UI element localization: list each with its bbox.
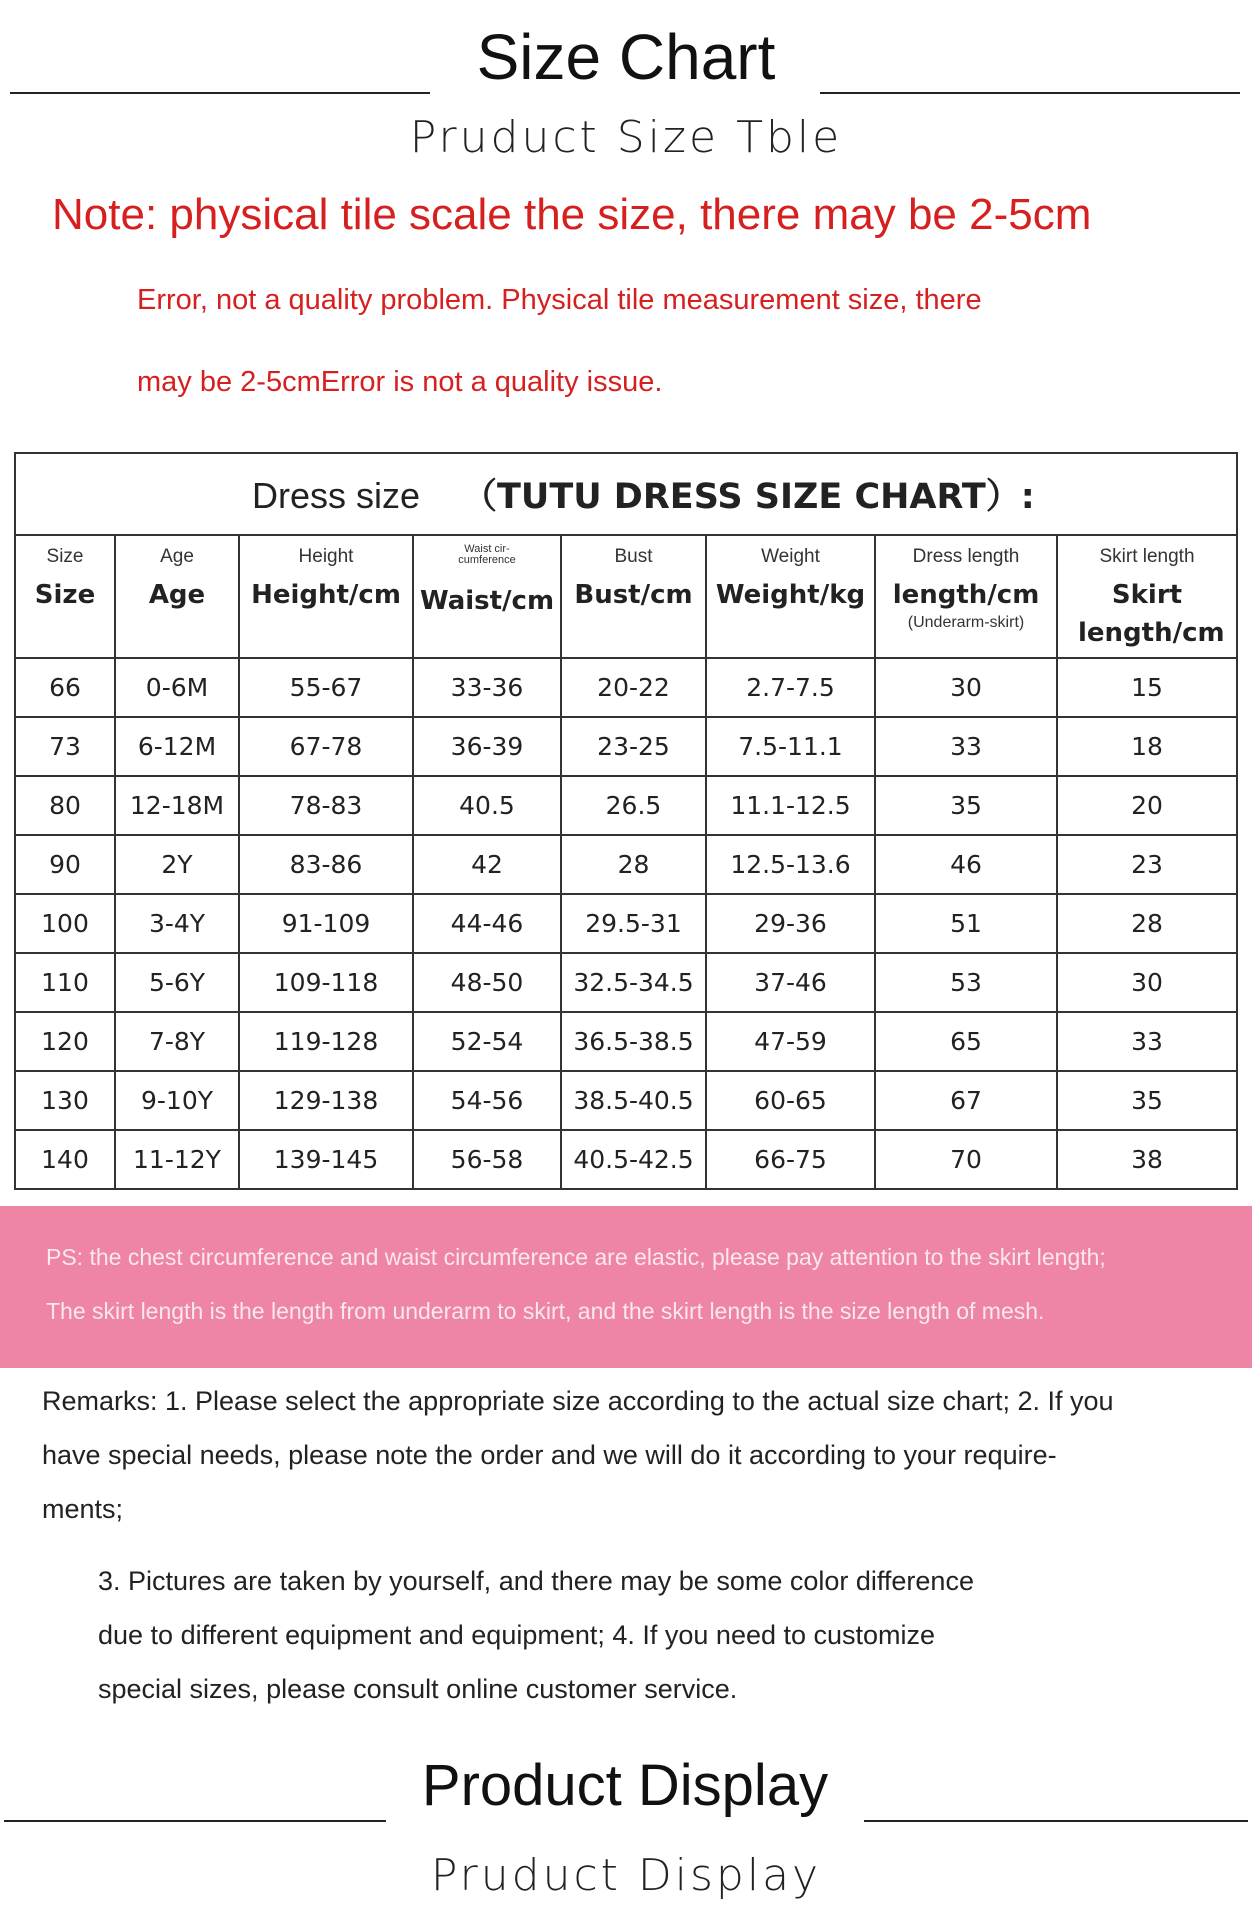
remarks-line-1: Remarks: 1. Please select the appropriate size according to the actual size chart; 2. If you — [42, 1386, 1114, 1416]
table-row — [15, 894, 1237, 953]
table-cell: 55-67 — [239, 658, 413, 717]
size-chart-subtitle: Pruduct Size Tble — [409, 112, 843, 163]
remarks-line-5: due to different equipment and equipment; 4. If you need to customize — [98, 1620, 936, 1650]
table-row — [15, 1071, 1237, 1130]
table-cell: 18 — [1057, 717, 1237, 776]
table-cell: 9-10Y — [115, 1071, 239, 1130]
table-cell: 23 — [1057, 835, 1237, 894]
table-row — [15, 1130, 1237, 1189]
table-cell: 2.7-7.5 — [706, 658, 875, 717]
table-cell: 51 — [875, 894, 1057, 953]
table-cell: 53 — [875, 953, 1057, 1012]
column-main-label: Weight/kg — [715, 580, 866, 610]
table-row — [15, 717, 1237, 776]
column-small-label: Bust — [614, 546, 653, 567]
table-cell: 109-118 — [239, 953, 413, 1012]
table-cell: 35 — [1057, 1071, 1237, 1130]
table-cell: 140 — [15, 1130, 115, 1189]
table-cell: 26.5 — [561, 776, 706, 835]
table-cell: 66 — [15, 658, 115, 717]
table-cell: 91-109 — [239, 894, 413, 953]
table-cell: 12.5-13.6 — [706, 835, 875, 894]
remarks-line-6: special sizes, please consult online customer service. — [98, 1674, 738, 1704]
product-display-title: Product Display — [421, 1753, 829, 1818]
table-cell: 3-4Y — [115, 894, 239, 953]
table-cell: 38 — [1057, 1130, 1237, 1189]
table-cell: 11-12Y — [115, 1130, 239, 1189]
table-cell: 23-25 — [561, 717, 706, 776]
table-caption — [15, 453, 1237, 535]
table-cell: 44-46 — [413, 894, 561, 953]
table-row — [15, 658, 1237, 717]
table-cell: 38.5-40.5 — [561, 1071, 706, 1130]
remarks-line-3: ments; — [42, 1494, 124, 1524]
column-main-label: Skirt length/cm — [1078, 580, 1225, 648]
table-cell: 52-54 — [413, 1012, 561, 1071]
table-cell: 54-56 — [413, 1071, 561, 1130]
table-cell: 28 — [1057, 894, 1237, 953]
footer-rule-right — [864, 1820, 1248, 1822]
table-cell: 110 — [15, 953, 115, 1012]
table-cell: 12-18M — [115, 776, 239, 835]
ps-line-1: PS: the chest circumference and waist circumference are elastic, please pay attention to the skirt length; — [46, 1244, 1106, 1270]
column-small-label: Size — [46, 546, 84, 567]
table-cell: 33 — [1057, 1012, 1237, 1071]
table-cell: 33-36 — [413, 658, 561, 717]
column-header-skirt-length — [1057, 535, 1237, 658]
column-main-label: Size — [34, 580, 96, 610]
remarks-line-4: 3. Pictures are taken by yourself, and there may be some color difference — [98, 1566, 974, 1596]
table-cell: 73 — [15, 717, 115, 776]
column-small-label: Dress length — [912, 546, 1020, 567]
table-cell: 6-12M — [115, 717, 239, 776]
table-cell: 42 — [413, 835, 561, 894]
table-cell: 7.5-11.1 — [706, 717, 875, 776]
table-cell: 0-6M — [115, 658, 239, 717]
table-cell: 47-59 — [706, 1012, 875, 1071]
table-cell: 20-22 — [561, 658, 706, 717]
table-cell: 80 — [15, 776, 115, 835]
table-cell: 30 — [875, 658, 1057, 717]
column-small-label: Age — [160, 546, 194, 567]
table-cell: 11.1-12.5 — [706, 776, 875, 835]
table-row — [15, 776, 1237, 835]
header-rule-right — [820, 92, 1240, 94]
table-cell: 70 — [875, 1130, 1057, 1189]
table-cell: 40.5-42.5 — [561, 1130, 706, 1189]
column-main-label: Waist/cm — [419, 586, 555, 616]
column-small-label: Waist cir-cumference — [458, 543, 516, 566]
table-cell: 28 — [561, 835, 706, 894]
column-small-label: Skirt length — [1099, 546, 1195, 567]
table-cell: 67 — [875, 1071, 1057, 1130]
table-cell: 66-75 — [706, 1130, 875, 1189]
table-cell: 2Y — [115, 835, 239, 894]
table-cell: 30 — [1057, 953, 1237, 1012]
table-cell: 5-6Y — [115, 953, 239, 1012]
remarks-line-2: have special needs, please note the order and we will do it according to your require- — [42, 1440, 1057, 1470]
footer-rule-left — [4, 1820, 386, 1822]
table-cell: 40.5 — [413, 776, 561, 835]
table-cell: 119-128 — [239, 1012, 413, 1071]
table-cell: 60-65 — [706, 1071, 875, 1130]
column-header-size — [15, 535, 115, 658]
column-note-label: (Underarm-skirt) — [907, 614, 1025, 631]
table-cell: 139-145 — [239, 1130, 413, 1189]
table-row — [15, 835, 1237, 894]
table-cell: 35 — [875, 776, 1057, 835]
column-small-label: Weight — [761, 546, 820, 567]
table-cell: 83-86 — [239, 835, 413, 894]
table-cell: 29-36 — [706, 894, 875, 953]
column-header-dress-length — [875, 535, 1057, 658]
column-header-height — [239, 535, 413, 658]
header-rule-left — [10, 92, 430, 94]
table-cell: 36.5-38.5 — [561, 1012, 706, 1071]
table-cell: 36-39 — [413, 717, 561, 776]
ps-banner — [0, 1206, 1252, 1368]
table-cell: 56-58 — [413, 1130, 561, 1189]
table-cell: 78-83 — [239, 776, 413, 835]
table-cell: 32.5-34.5 — [561, 953, 706, 1012]
column-header-weight — [706, 535, 875, 658]
table-cell: 46 — [875, 835, 1057, 894]
column-small-label: Height — [298, 546, 354, 567]
size-table — [14, 452, 1238, 1190]
table-caption-label: Dress size — [252, 475, 421, 516]
table-cell: 37-46 — [706, 953, 875, 1012]
table-cell: 33 — [875, 717, 1057, 776]
table-cell: 120 — [15, 1012, 115, 1071]
table-cell: 130 — [15, 1071, 115, 1130]
table-cell: 15 — [1057, 658, 1237, 717]
column-header-waist — [413, 535, 561, 658]
column-main-label: Height/cm — [251, 580, 401, 610]
table-row — [15, 1012, 1237, 1071]
column-main-label: Bust/cm — [574, 580, 693, 610]
product-display-subtitle: Pruduct Display — [430, 1850, 822, 1901]
table-cell: 29.5-31 — [561, 894, 706, 953]
ps-line-2: The skirt length is the length from underarm to skirt, and the skirt length is the size length of mesh. — [46, 1298, 1045, 1324]
column-header-bust — [561, 535, 706, 658]
table-row — [15, 953, 1237, 1012]
table-cell: 100 — [15, 894, 115, 953]
note-headline: Note: physical tile scale the size, there may be 2-5cm — [52, 190, 1092, 239]
table-caption-title: （TUTU DRESS SIZE CHART）: — [462, 477, 1035, 517]
size-table-body — [15, 658, 1237, 1189]
table-cell: 67-78 — [239, 717, 413, 776]
table-cell: 65 — [875, 1012, 1057, 1071]
table-cell: 90 — [15, 835, 115, 894]
column-main-label: length/cm — [892, 580, 1040, 610]
note-line-2: may be 2-5cmError is not a quality issue. — [137, 366, 663, 398]
note-line-1: Error, not a quality problem. Physical tile measurement size, there — [137, 284, 982, 316]
table-cell: 129-138 — [239, 1071, 413, 1130]
table-cell: 20 — [1057, 776, 1237, 835]
table-cell: 48-50 — [413, 953, 561, 1012]
size-chart-title: Size Chart — [476, 21, 776, 93]
column-header-age — [115, 535, 239, 658]
table-cell: 7-8Y — [115, 1012, 239, 1071]
column-main-label: Age — [148, 580, 206, 610]
